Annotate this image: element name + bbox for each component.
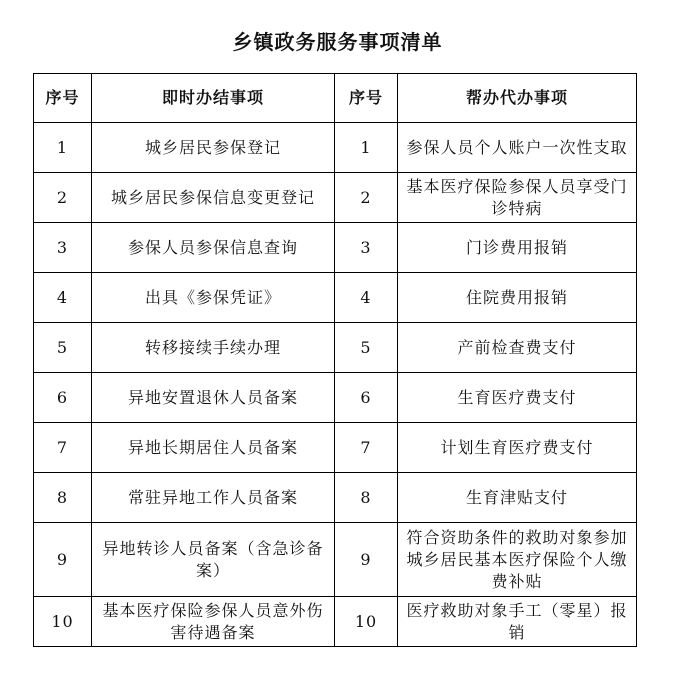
instant-item: 转移接续手续办理 [92,323,335,373]
table-row [34,223,637,273]
table-row [34,523,637,597]
page-title: 乡镇政务服务事项清单 [232,30,443,54]
row-no-2: 9 [335,523,398,597]
instant-item: 异地长期居住人员备案 [92,423,335,473]
row-no-1: 7 [34,423,92,473]
row-no-2: 7 [335,423,398,473]
row-no-1: 3 [34,223,92,273]
instant-item: 参保人员参保信息查询 [92,223,335,273]
assisted-item: 符合资助条件的救助对象参加城乡居民基本医疗保险个人缴费补贴 [398,523,637,597]
instant-item: 基本医疗保险参保人员意外伤害待遇备案 [92,597,335,647]
assisted-item: 生育津贴支付 [398,473,637,523]
instant-item: 出具《参保凭证》 [92,273,335,323]
row-no-2: 6 [335,373,398,423]
row-no-2: 10 [335,597,398,647]
table-row [34,473,637,523]
row-no-1: 2 [34,173,92,223]
table-row [34,423,637,473]
table-row [34,273,637,323]
row-no-2: 3 [335,223,398,273]
table-header-row [34,74,637,123]
table-row [34,173,637,223]
assisted-item: 计划生育医疗费支付 [398,423,637,473]
instant-item: 城乡居民参保登记 [92,123,335,173]
service-items-table [33,73,637,647]
row-no-1: 6 [34,373,92,423]
row-no-1: 5 [34,323,92,373]
table-row [34,123,637,173]
assisted-item: 基本医疗保险参保人员享受门诊特病 [398,173,637,223]
table-row [34,323,637,373]
row-no-1: 1 [34,123,92,173]
row-no-1: 10 [34,597,92,647]
table-row [34,373,637,423]
row-no-2: 4 [335,273,398,323]
row-no-1: 9 [34,523,92,597]
table-row [34,597,637,647]
row-no-1: 4 [34,273,92,323]
assisted-item: 门诊费用报销 [398,223,637,273]
row-no-2: 8 [335,473,398,523]
row-no-2: 5 [335,323,398,373]
assisted-item: 参保人员个人账户一次性支取 [398,123,637,173]
row-no-2: 1 [335,123,398,173]
assisted-item: 医疗救助对象手工（零星）报销 [398,597,637,647]
instant-item: 异地转诊人员备案（含急诊备案） [92,523,335,597]
assisted-item: 住院费用报销 [398,273,637,323]
instant-item: 常驻异地工作人员备案 [92,473,335,523]
header-instant-items: 即时办结事项 [92,74,335,123]
instant-item: 异地安置退休人员备案 [92,373,335,423]
instant-item: 城乡居民参保信息变更登记 [92,173,335,223]
row-no-1: 8 [34,473,92,523]
header-no-1: 序号 [34,74,92,123]
row-no-2: 2 [335,173,398,223]
header-no-2: 序号 [335,74,398,123]
assisted-item: 生育医疗费支付 [398,373,637,423]
header-assisted-items: 帮办代办事项 [398,74,637,123]
assisted-item: 产前检查费支付 [398,323,637,373]
